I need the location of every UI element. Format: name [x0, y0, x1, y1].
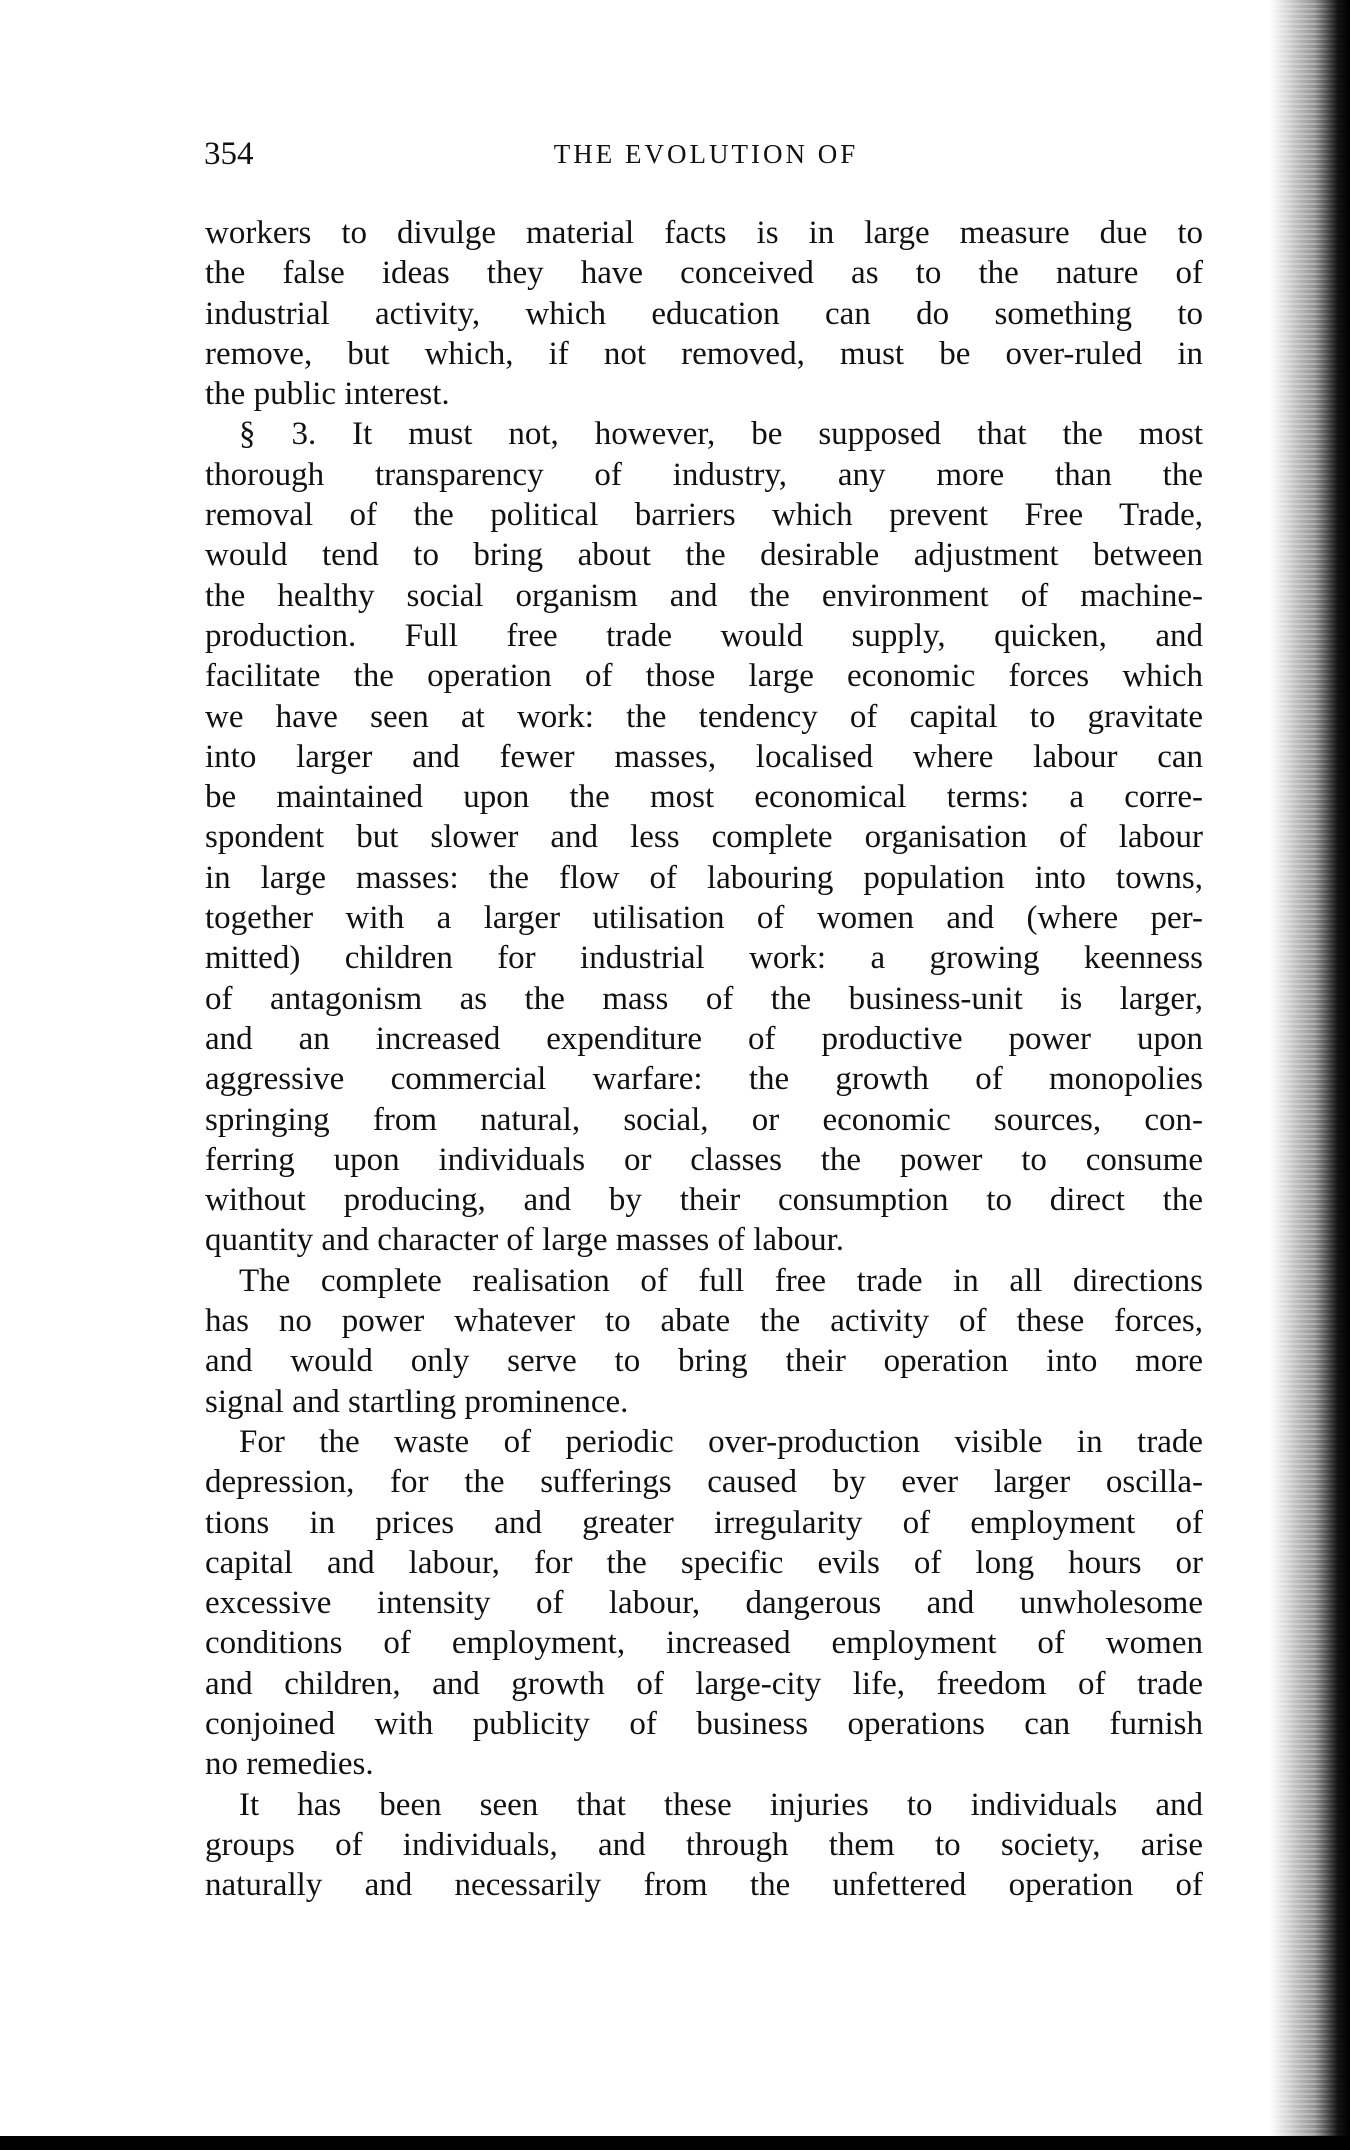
text-line: and an increased expenditure of productive power upon [205, 1020, 1203, 1057]
text-line: springing from natural, social, or economic sources, con- [205, 1101, 1203, 1138]
text-line: without producing, and by their consumption to direct the [205, 1182, 1203, 1219]
text-line: removal of the political barriers which prevent Free Trade, [205, 497, 1203, 534]
text-line: tions in prices and greater irregularity of employment of [205, 1504, 1203, 1541]
text-line: spondent but slower and less complete organisation of labour [205, 819, 1203, 856]
text-line: quantity and character of large masses of labour. [205, 1222, 844, 1259]
text-line: signal and startling prominence. [205, 1383, 629, 1420]
paragraph [205, 213, 1203, 414]
text-line: mitted) children for industrial work: a growing keenness [205, 940, 1203, 977]
paragraph [205, 414, 1203, 1260]
text-line: no remedies. [205, 1746, 374, 1783]
text-line: naturally and necessarily from the unfettered operation of [205, 1867, 1203, 1904]
text-line: thorough transparency of industry, any more than the [205, 456, 1203, 493]
paragraph [205, 1785, 1203, 1906]
text-line: conjoined with publicity of business operations can furnish [205, 1705, 1203, 1742]
text-line: groups of individuals, and through them to society, arise [205, 1826, 1203, 1863]
text-line: industrial activity, which education can do something to [205, 295, 1203, 332]
text-line: has no power whatever to abate the activity of these forces, [205, 1303, 1203, 1340]
text-line: and would only serve to bring their operation into more [205, 1343, 1203, 1380]
text-line: capital and labour, for the specific evils of long hours or [205, 1544, 1203, 1581]
paragraph [205, 1261, 1203, 1422]
page-edge-texture [1270, 0, 1350, 2150]
text-line: be maintained upon the most economical terms: a corre- [205, 779, 1203, 816]
text-line: remove, but which, if not removed, must be over-ruled in [205, 335, 1203, 372]
scan-bottom-border [0, 2136, 1350, 2150]
text-line: production. Full free trade would supply, quicken, and [205, 617, 1203, 654]
text-line: For the waste of periodic over-production visible in trade [239, 1423, 1203, 1460]
text-line: we have seen at work: the tendency of capital to gravitate [205, 698, 1203, 735]
text-line: into larger and fewer masses, localised where labour can [205, 738, 1203, 775]
text-line: The complete realisation of full free trade in all directions [239, 1262, 1203, 1299]
text-line: together with a larger utilisation of women and (where per- [205, 900, 1203, 937]
text-line: workers to divulge material facts is in large measure due to [205, 215, 1203, 251]
running-title: THE EVOLUTION OF [553, 139, 859, 169]
text-line: conditions of employment, increased employment of women [205, 1625, 1203, 1662]
text-line: and children, and growth of large-city life, freedom of trade [205, 1665, 1203, 1702]
text-line: of antagonism as the mass of the business-unit is larger, [205, 980, 1203, 1017]
text-line: ferring upon individuals or classes the power to consume [205, 1141, 1203, 1178]
text-line: in large masses: the flow of labouring population into towns, [205, 859, 1203, 896]
body-text [205, 213, 1203, 1905]
text-line: the public interest. [205, 376, 450, 413]
text-line: would tend to bring about the desirable adjustment between [205, 537, 1203, 574]
text-line: facilitate the operation of those large economic forces which [205, 658, 1203, 695]
text-line: excessive intensity of labour, dangerous and unwholesome [205, 1585, 1203, 1622]
text-line: § 3. It must not, however, be supposed that the most [239, 416, 1203, 453]
text-line: It has been seen that these injuries to individuals and [239, 1786, 1203, 1823]
text-line: the healthy social organism and the environment of machine- [205, 577, 1203, 614]
text-line: depression, for the sufferings caused by ever larger oscilla- [205, 1464, 1203, 1501]
text-line: aggressive commercial warfare: the growth of monopolies [205, 1061, 1203, 1098]
text-line: the false ideas they have conceived as to the nature of [205, 255, 1203, 292]
page-number: 354 [204, 136, 254, 172]
running-head [0, 132, 1350, 176]
paragraph [205, 1422, 1203, 1785]
